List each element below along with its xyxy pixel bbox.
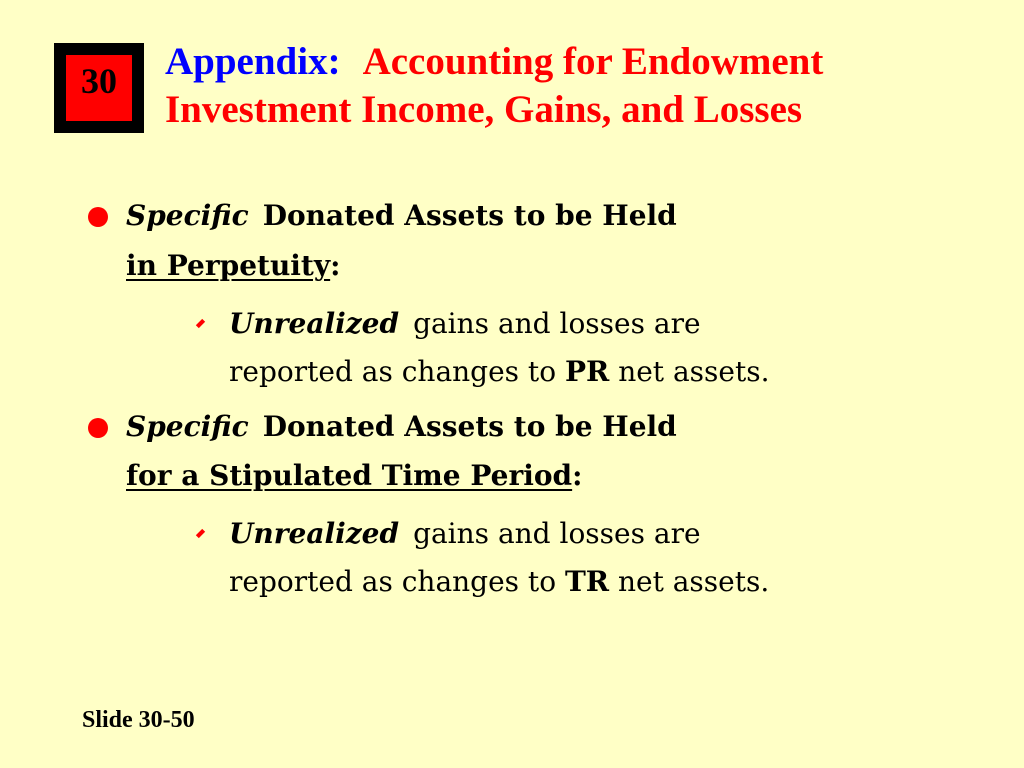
sub-bullet-line-2 <box>229 352 769 392</box>
slide-number-label: Slide 30-50 <box>82 707 195 733</box>
chapter-number: 30 <box>81 61 117 101</box>
bullet-heading-line-2 <box>126 246 340 286</box>
title-line-2: Investment Income, Gains, and Losses <box>165 88 803 131</box>
sub-bullet-text-1: gains and losses are <box>413 307 701 340</box>
title-prefix: Appendix: <box>165 40 341 83</box>
chapter-badge-inner <box>66 55 132 121</box>
title-line-1 <box>165 38 985 86</box>
sub-bullet-diamond-icon <box>196 529 205 538</box>
sub-bullet-line-2 <box>229 562 769 602</box>
title-line1-rest: Accounting for Endowment <box>362 40 824 83</box>
sub-bullet-line-1 <box>229 514 701 554</box>
bullet-heading-text: Donated Assets to be Held <box>262 199 677 232</box>
bullet-heading-colon: : <box>572 459 583 492</box>
bullet-heading-line-1 <box>126 407 677 447</box>
sub-bullet-line-1 <box>229 304 701 344</box>
bullet-heading-underlined: for a Stipulated Time Period <box>126 459 573 492</box>
sub-bullet-text-2-before: reported as changes to <box>229 355 557 388</box>
bullet-heading-text: Donated Assets to be Held <box>262 410 677 443</box>
slide-title <box>165 38 985 134</box>
sub-bullet-diamond-icon <box>196 319 205 328</box>
sub-bullet-code: TR <box>564 565 610 598</box>
sub-bullet-text-2-before: reported as changes to <box>229 565 557 598</box>
bullet-dot-icon <box>88 418 108 438</box>
sub-bullet-italic-keyword: Unrealized <box>229 517 400 550</box>
chapter-badge <box>54 43 144 133</box>
bullet-italic-keyword: Specific <box>126 199 249 232</box>
bullet-heading-line-2 <box>126 456 582 496</box>
bullet-dot-icon <box>88 207 108 227</box>
sub-bullet-code: PR <box>564 355 610 388</box>
sub-bullet-text-2-after: net assets. <box>618 355 770 388</box>
bullet-heading-colon: : <box>330 249 341 282</box>
sub-bullet-italic-keyword: Unrealized <box>229 307 400 340</box>
sub-bullet-text-1: gains and losses are <box>413 517 701 550</box>
sub-bullet-text-2-after: net assets. <box>617 565 770 598</box>
bullet-italic-keyword: Specific <box>126 410 249 443</box>
bullet-heading-underlined: in Perpetuity <box>126 249 331 282</box>
bullet-heading-line-1 <box>126 196 677 236</box>
